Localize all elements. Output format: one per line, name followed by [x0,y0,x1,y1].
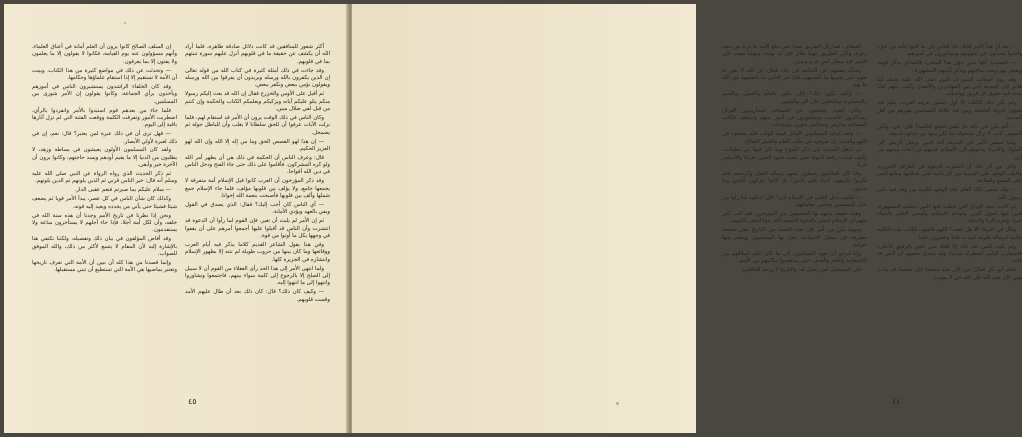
paragraph: ثم ذكر الحديث الذي رواه الرواة عن النبي صلى الله عليه وسلم أنه قال: خير الناس قرني ثم الذين يلونهم ثم الذين يلونهم. [32,171,177,185]
page-number-left: ٤٥ [188,397,197,406]
paragraph: فلما جاء من بعدهم قوم استبدوا بالأمر وانفردوا بالرأي، اضطربت الأمور وتفرقت الكلمة ووقعت الفتنة التي لم تزل آثارها باقية إلى اليوم. [32,107,177,129]
paragraph: وقد كان الفاتحون يحملون معهم رسالة العدل والرحمة، فلم يكونوا يكرهون أحدا على الدين، بل كانوا يتركون الناس وما يدينون. [722,171,867,192]
paragraph: وقد أفاض المؤلفون في بيان ذلك وتفصيله، ولكننا نكتفي هنا بالإشارة إليه لأن المقام لا يتسع لأكثر من ذلك، والله الموفق للصواب. [32,236,177,257]
paragraph: وكان من أثر ذلك أن انتشرت الدعوة في أطراف الجزيرة، وأقبلت الوفود على المدينة من كل ناحية تعلن إسلامها وتبايع النبي على السمع والطاعة. [877,163,1022,185]
paragraph: — إن هذا لهو القصص الحق وما من إله إلا الله وإن الله لهو العزيز الحكيم. [185,138,330,152]
paper-speck [616,402,619,405]
paragraph: إن السلف الصالح كانوا يرون أن العلم أمانة في أعناق العلماء، وأنهم مسؤولون عنه يوم القيامة، فكانوا لا يقولون إلا ما يعلمون ولا يفتون إلا بما يعرفون. [32,44,177,65]
paragraph: وهذه حقيقة يشهد بها المنصفون من المؤرخين، فقد كتب كثير منهم أن الإسلام انتشر بالقدوة الحسنة أكثر مما انتشر بالسيف. [722,210,867,225]
paragraph: وكان الناس في ذلك الوقت يرون أن الأمر قد استقام لهم، فلما نزلت الآيات عرفوا أن للحق سلطانا لا يغلب وأن للباطل جولة ثم يضمحل. [185,114,330,136]
paragraph: — ألم يكن في ذلك ما يكفي لجمع الكلمة؟ قال: بلى، ولكن النفوس كانت لا تزال مشغولة بما كان بينها من عداوة قديمة. [877,123,1022,138]
paragraph: — ولقد عرف المسلمون الأوائل قيمة الوقت فلم يضيعوه في اللهو والعبث، بل صرفوه في طلب العلم والعمل الصالح. [722,131,867,145]
paragraph: — سلام عليكم بما صبرتم فنعم عقبى الدار. [74,187,171,194]
paragraph: وقال في آخرها: ألا هل بلغت؟ اللهم فاشهد، فكانت هذه الكلمة خاتمة لرسالة طويلة امتدت ثلاثة وعشرين عاما. [877,227,1022,241]
paragraph: — وتحدثت عن ذلك في مواضع كثيرة من هذا الكتاب، وبينت أن الأمة لا تستقيم إلا إذا استقام علماؤها وحكامها. [32,67,177,81]
paragraph: ولم يلبث النبي بعد ذلك إلا قليلا حتى لحق بالرفيق الأعلى، فاضطرب الناس اضطرابا شديدا، ولم يصدق بعضهم أن النبي قد مات. [877,243,1022,265]
paragraph: أكثر شعور للمنافقين قد كانت دلائل صادقة ظاهرة، فلما أراد الله أن يكشف عن حقيقة ما في قلوبهم أنزل عليهم سورة تنبئهم بما في قلوبهم. [185,44,330,65]
paragraph: فقام أبو بكر فقال: من كان يعبد محمدا فإن محمدا قد مات، ومن كان يعبد الله فإن الله حي لا يموت. [877,267,1022,281]
paragraph: فإن المستقبل لمن يعمل له، والتاريخ لا يرحم الغافلين. [741,267,861,274]
paragraph: ولما انتهى الأمر إلى هذا الحد رأى العقلاء من القوم أن لا سبيل إلى الصلح إلا بالرجوع إلى كلمة سواء بينهم، فاجتمعوا وتشاوروا وانتهوا إلى ما انتهوا إليه. [185,265,330,287]
paragraph: وكذلك كان شأن الناس في كل عصر، يبدأ الأمر قويا ثم يضعف شيئا فشيئا حتى يأتي من يجدده ويعيد إليه قوته. [32,196,177,210]
paragraph: — بعد أن هدأ الأمر قليلا، عاد الناس إلى ما كانوا عليه من قبل، وأخذوا يتحدثون في شؤونهم ويتشاورون في أمورهم. [877,44,1022,58]
book-spread [4,4,1022,433]
paragraph: ثم انتقل الحديث إلى ذكر الفتوح وما كان فيها من بطولات، وكيف امتدت رقعة الدولة حتى بلغت حدود الصين شرقا والأندلس غربا. [722,147,867,169]
paragraph: وفي هذا يقول الشاعر القديم كلاما يذكر فيه أيام العرب ووقائعها وما كان بينها من حروب طويلة لم تنته إلا بظهور الإسلام وانتشاره في الجزيرة كلها. [185,241,330,263]
paragraph: — وقد سمي ذلك العام عام الوفود لكثرة من وفد فيه على رسول الله. [877,187,1022,201]
paragraph: وإنما قصدنا من هذا كله أن نبين أن الأمة التي تعرف تاريخها وتعتبر بماضيها هي الأمة التي تستطيع أن تبني مستقبلها. [32,259,177,274]
paragraph: — وكيف كان ذلك؟ قال: كان ذلك بعد أن طال عليهم الأمد وقست قلوبهم. [185,289,330,303]
paragraph: ومهما يكن من أمر فإن هذه الحقبة من التاريخ تبقى صفحة مشرقة في سجل الإنسانية، يعتز بها المسلمون ويتعلم منها غيرهم. [722,227,867,248]
paragraph: وإنا لنرجو أن يعود المسلمون إلى ما كان عليه أسلافهم من الاستقامة والعلم والعمل، حتى يستعيدوا مكانتهم بين الأمم. [722,250,867,265]
paragraph: ونحن إذا نظرنا في تاريخ الأمم وجدنا أن هذه سنة الله في خلقه، وأن لكل أمة أجلا، فإذا جاء أجلهم لا يستأخرون ساعة ولا يستقدمون. [32,212,177,234]
paragraph: وقد كان الخلفاء الراشدون يستشيرون الناس في أمورهم ويأخذون برأي الجماعة، وكانوا يقولون إن الأمر شورى بين المسلمين. [32,83,177,105]
paper-speck [124,22,126,24]
paragraph: — القصيدة كلها تدور حول هذا المعنى، فالشاعر يذكر قومه ويفخر بهم ويعدد مناقبهم ويذكر أيامهم المشهورة. [877,60,1022,74]
right-page-column-left [722,44,867,402]
paragraph: ثم إن الأمر لم يلبث أن تغير، فإن القوم لما رأوا أن الدعوة قد انتشرت وأن الناس قد أقبلوا عليها أجمعوا أمرهم على أن يقفوا في وجهها بكل ما أوتوا من قوة. [185,218,330,239]
paragraph: وسأله بعضهم عن الحكمة في ذلك فقال: إن الله لا يغير ما بقوم حتى يغيروا ما بأنفسهم، فإذا غير الناس ما بأنفسهم غير الله ما بهم. [722,67,867,89]
paragraph: — فكيف دخل الناس في الإسلام إذن؟ قال: دخلوه لما رأوا من عدل المسلمين وحسن معاملتهم. [722,194,867,209]
paragraph: — وكيف يكون ذلك؟ قال: يكون بالعلم والعمل، وبالصبر والمصابرة، وبالتعاون على البر والتقوى. [722,91,867,105]
left-page-column-left [32,44,177,402]
paragraph: العظام ، فما زال الطريق بعيدا حتى تبلغ الأمة ما تريد من مجد وعزة، ولكن الطريق مهما طال فإن له نهاية، ومهما صعب فإن السير فيه ممكن لمن عزم وصبر. [722,44,867,65]
paragraph: وقد جاءت في ذلك أمثلة كثيرة في كتاب الله من قوله تعالى إن الذين يكفرون بالله ورسله ويريدون أن يفرقوا بين الله ورسله ويقولون نؤمن ببعض ونكفر ببعض. [185,67,330,89]
paragraph: ثم كانت حجة الوداع التي خطب فيها النبي خطبته المشهورة، فبين فيها أصول الدين وقواعد الإسلام، وأوصى الناس بالنساء خيرا، وحرم الربا والدماء. [877,203,1022,225]
paragraph: وقد ذكر المؤرخون أن العرب كانوا قبل الإسلام أمة متفرقة لا يجمعها جامع، ولا يؤلف بين قلوبها مؤلف، فلما جاء الإسلام جمع شملها وألف بين قلوبها فأصبحت بنعمة الله إخوانا. [185,178,330,200]
paragraph: قال: وعرف الناس أن الحكمة في ذلك هي أن يظهر أمر الله ولو كره المشركون، فأقاموا على ذلك حتى جاء الفتح ودخل الناس في دين الله أفواجا. [185,154,330,176]
right-page-column-right [877,44,1022,402]
page-number-right: ٤٤ [892,397,901,406]
paragraph: — فهل ترى أن في ذلك عبرة لمن يعتبر؟ قال: نعم، إن في ذلك لعبرة لأولي الأبصار. [32,131,177,145]
left-page-column-right [185,44,330,402]
paragraph: ولقد كان المسلمون الأولون يعيشون في بساطة وزهد، لا يطلبون من الدنيا إلا ما يقيم أودهم ويسد حاجتهم، وكانوا يرون أن الآخرة خير وأبقى. [32,147,177,169]
paragraph: — أي الناس كان أحب إليك؟ فقال: الذي يصدق في القول ويفي بالعهد ويؤدي الأمانة. [185,202,330,216]
left-page [4,4,348,433]
paragraph: ثم أقبل على الأوس والخزرج فقال إن الله قد بعث إليكم رسولا منكم يتلو عليكم آياته ويزكيكم ويعلمكم الكتاب والحكمة وإن كنتم من قبل لفي ضلال مبين. [185,91,330,112]
paragraph: وقد روى أصحاب السير أن النبي صلى الله عليه وسلم لما هاجر إلى المدينة آخى بين المهاجرين والأنصار، وكتب بينهم كتابا يحدد فيه حقوق كل فريق وواجباته. [877,76,1022,98]
paragraph: وكان القوم يجتمعون في المساجد فيتدارسون القرآن ويتذاكرون الحديث، ويتشاورون في أمور دينهم ودنياهم، فكانت المساجد مدارس ومجالس شورى ومنتديات. [722,107,867,129]
paragraph: ولما استقر الأمر في المدينة أخذ النبي يرسل الرسل إلى الملوك والأمراء يدعوهم إلى الإسلام، فمنهم من أجاب ومنهم من أبى. [877,140,1022,161]
right-page [352,4,1022,433]
paragraph: ولم يكن ذلك الكتاب إلا أول دستور عرفه العرب، نظم فيه شؤون الدولة الناشئة، وبين فيه علاقة المسلمين بغيرهم من أهل المدينة. [877,100,1022,121]
